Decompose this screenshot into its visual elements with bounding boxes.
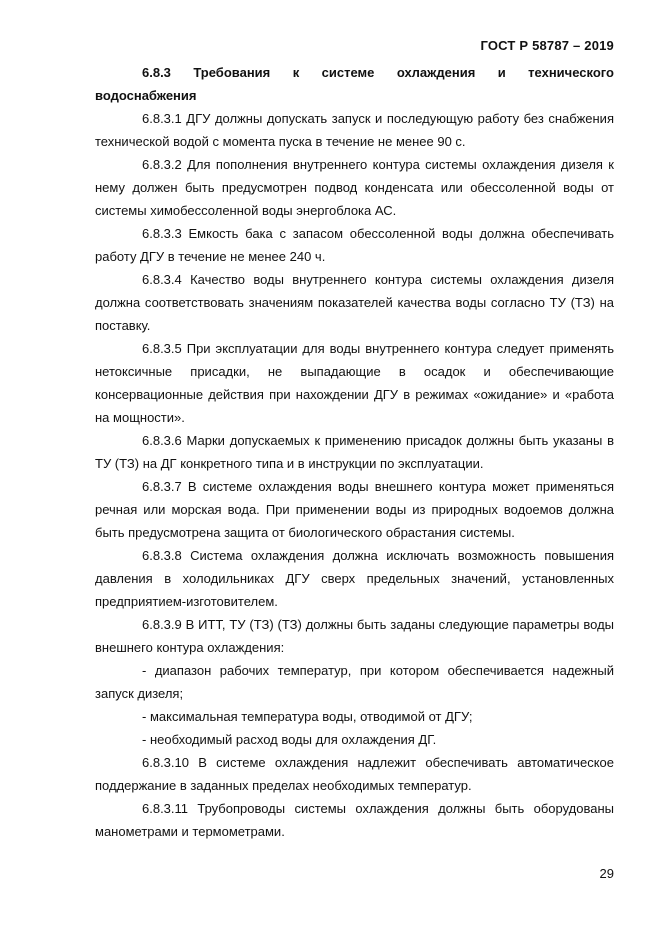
- paragraph: 6.8.3.5 При эксплуатации для воды внутреннего контура следует применять нетоксичные присадки, не выпадающие в осадок и обеспечивающие консервационные действия при нахождении ДГУ в режимах «ожидание» и «работа на мощности».: [95, 341, 614, 425]
- heading-word: к: [292, 65, 300, 80]
- heading-word: технического: [528, 65, 614, 80]
- paragraph: 6.8.3.7 В системе охлаждения воды внешнего контура может применяться речная или морская вода. При применении воды из природных водоемов должна быть предусмотрена защита от биологического обрастания системы.: [95, 479, 614, 540]
- heading-word: и: [497, 65, 506, 80]
- paragraph: 6.8.3.8 Система охлаждения должна исключать возможность повышения давления в холодильниках ДГУ сверх предельных значений, установленных предприятием-изготовителем.: [95, 548, 614, 609]
- section-heading: [95, 61, 614, 84]
- paragraph: 6.8.3.4 Качество воды внутреннего контура системы охлаждения дизеля должна соответствовать значениям показателей качества воды согласно ТУ (ТЗ) на поставку.: [95, 272, 614, 333]
- page-number: 29: [599, 866, 614, 881]
- document-code: ГОСТ Р 58787 – 2019: [480, 38, 614, 53]
- section-body: [95, 61, 614, 843]
- heading-word: охлаждения: [396, 65, 476, 80]
- paragraph: 6.8.3.6 Марки допускаемых к применению присадок должны быть указаны в ТУ (ТЗ) на ДГ конкретного типа и в инструкции по эксплуатации.: [95, 433, 614, 471]
- list-item: - необходимый расход воды для охлаждения ДГ.: [142, 732, 437, 747]
- section-heading-continuation: водоснабжения: [95, 88, 197, 103]
- heading-word: системе: [321, 65, 375, 80]
- list-item: - максимальная температура воды, отводимой от ДГУ;: [142, 709, 473, 724]
- paragraph: 6.8.3.1 ДГУ должны допускать запуск и последующую работу без снабжения технической водой с момента пуска в течение не менее 90 с.: [95, 111, 614, 149]
- paragraph: 6.8.3.10 В системе охлаждения надлежит обеспечивать автоматическое поддержание в заданных пределах необходимых температур.: [95, 755, 614, 793]
- heading-word: 6.8.3: [142, 65, 171, 80]
- paragraph: 6.8.3.9 В ИТТ, ТУ (ТЗ) (ТЗ) должны быть заданы следующие параметры воды внешнего контура охлаждения:: [95, 617, 614, 655]
- paragraph: 6.8.3.2 Для пополнения внутреннего контура системы охлаждения дизеля к нему должен быть предусмотрен подвод конденсата или обессоленной воды от системы химобессоленной воды энергоблока АС.: [95, 157, 614, 218]
- paragraph: 6.8.3.11 Трубопроводы системы охлаждения должны быть оборудованы манометрами и термометрами.: [95, 801, 614, 839]
- paragraph: 6.8.3.3 Емкость бака с запасом обессоленной воды должна обеспечивать работу ДГУ в течение не менее 240 ч.: [95, 226, 614, 264]
- heading-word: Требования: [193, 65, 271, 80]
- list-item: - диапазон рабочих температур, при котором обеспечивается надежный запуск дизеля;: [95, 663, 614, 701]
